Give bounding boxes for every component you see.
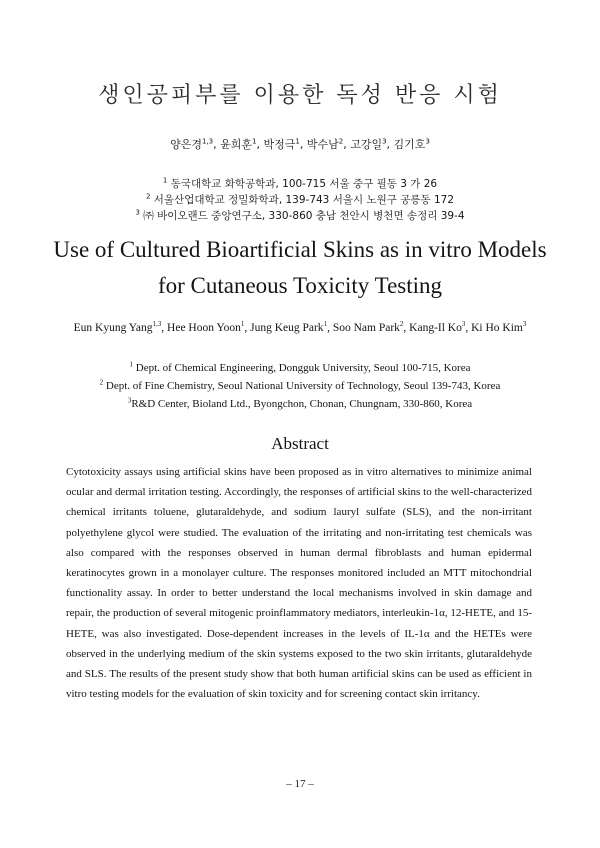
korean-affiliation <box>0 208 600 224</box>
english-affiliation-text: Dept. of Chemical Engineering, Dongguk University, Seoul 100-715, Korea <box>135 362 471 374</box>
affiliation-mark: 1 <box>129 360 134 369</box>
korean-affiliations <box>0 176 600 224</box>
korean-affiliation-text: 동국대학교 화학공학과, 100-715 서울 중구 필동 3 가 26 <box>170 178 438 190</box>
author-affiliation-mark: 3 <box>382 137 387 146</box>
korean-author: 양은경 <box>170 138 202 151</box>
affiliation-mark: 2 <box>145 192 151 201</box>
abstract-heading: Abstract <box>271 434 329 453</box>
english-affiliation-text: Dept. of Fine Chemistry, Seoul National University of Technology, Seoul 139-743, Korea <box>105 380 501 392</box>
english-author: Hee Hoon Yoon <box>167 322 241 334</box>
korean-affiliation <box>0 176 600 192</box>
korean-author: 박정극 <box>263 138 296 151</box>
english-author: Eun Kyung Yang <box>73 322 153 334</box>
author-affiliation-mark: 1 <box>323 320 328 329</box>
abstract-body: Cytotoxicity assays using artificial skins have been proposed as in vitro alternatives to minimize animal ocular and dermal irritation testing. Accordingly, the responses of artificial skins to the well-characterized chemical irritants toluene, glutaraldehyde, and sodium lauryl sulfate (SLS), and the non-irritant polyethylene glycol were studied. The evaluation of the irritating and non-irritating test chemicals was also compared with the responses observed in human dermal fibroblasts and human epidermal keratinocytes grown in a monolayer culture. The responses monitored included an MTT mitochondrial functionality assay. In order to better understand the local mechanisms involved in skin damage and repair, the production of several mitogenic proinflammatory mediators, interleukin-1α, 12-HETE, and 15-HETE, was also investigated. Dose-dependent increases in the levels of IL-1α and the HETEs were observed in the underlying medium of the skin systems exposed to the two skin irritants, glutaraldehyde and SLS. The results of the present study show that both human artificial skins can be used as efficient in vitro testing models for the evaluation of skin toxicity and for screening contact skin irritancy. <box>66 466 532 701</box>
author-affiliation-mark: 1 <box>240 320 245 329</box>
english-affiliation <box>0 395 600 413</box>
korean-title: 생인공피부를 이용한 독성 반응 시험 <box>98 83 502 108</box>
english-author: Jung Keug Park <box>250 322 324 334</box>
english-affiliation <box>0 377 600 395</box>
english-author: Ki Ho Kim <box>471 322 523 334</box>
korean-affiliation-text: ㈜ 바이오랜드 중앙연구소, 330-860 충남 천안시 병천면 송정리 39-4 <box>143 210 465 222</box>
english-author: Kang-Il Ko <box>409 322 462 334</box>
english-affiliations <box>0 359 600 413</box>
author-affiliation-mark: 3 <box>522 320 527 329</box>
affiliation-mark: 3 <box>135 208 140 217</box>
korean-author: 김기호 <box>393 138 426 151</box>
english-title-line: Use of Cultured Bioartificial Skins as in vitro Models <box>53 237 547 262</box>
korean-affiliation-text: 서울산업대학교 정밀화학과, 139-743 서울시 노원구 공릉동 172 <box>153 194 455 206</box>
korean-author: 박수남 <box>306 138 339 151</box>
author-affiliation-mark: 2 <box>399 320 404 329</box>
korean-author: 윤희훈 <box>220 138 252 151</box>
author-affiliation-mark: 1 <box>252 137 257 146</box>
english-title <box>0 232 600 304</box>
author-affiliation-mark: 3 <box>461 320 466 329</box>
english-title-line: for Cutaneous Toxicity Testing <box>157 273 443 298</box>
author-affiliation-mark: 1 <box>295 137 300 146</box>
english-affiliation-text: R&D Center, Bioland Ltd., Byongchon, Chonan, Chungnam, 330-860, Korea <box>131 398 473 410</box>
affiliation-mark: 3 <box>127 396 132 405</box>
author-affiliation-mark: 3 <box>425 137 430 146</box>
korean-author: 고강일 <box>350 138 383 151</box>
affiliation-mark: 1 <box>162 176 168 185</box>
korean-affiliation <box>0 192 600 208</box>
author-affiliation-mark: 1,3 <box>152 320 162 329</box>
english-affiliation <box>0 359 600 377</box>
affiliation-mark: 2 <box>99 378 104 387</box>
korean-author-list: 양은경$^{1,3}$, 윤희훈$^1$, 박정극$^1$, 박수남$^2$, 고강일$^3$, 김기호$^3$ <box>170 137 430 151</box>
english-author-list: Eun Kyung Yang$^{1,3}$, Hee Hoon Yoon$^1$, Jung Keug Park$^1$, Soo Nam Park$^2$, Kang-Il Ko$^3$, Ki Ho Kim$^3$ <box>73 320 527 334</box>
english-author: Soo Nam Park <box>332 322 400 334</box>
page-number: – 17 – <box>286 778 314 790</box>
author-affiliation-mark: 1,3 <box>201 137 214 146</box>
author-affiliation-mark: 2 <box>338 137 344 146</box>
